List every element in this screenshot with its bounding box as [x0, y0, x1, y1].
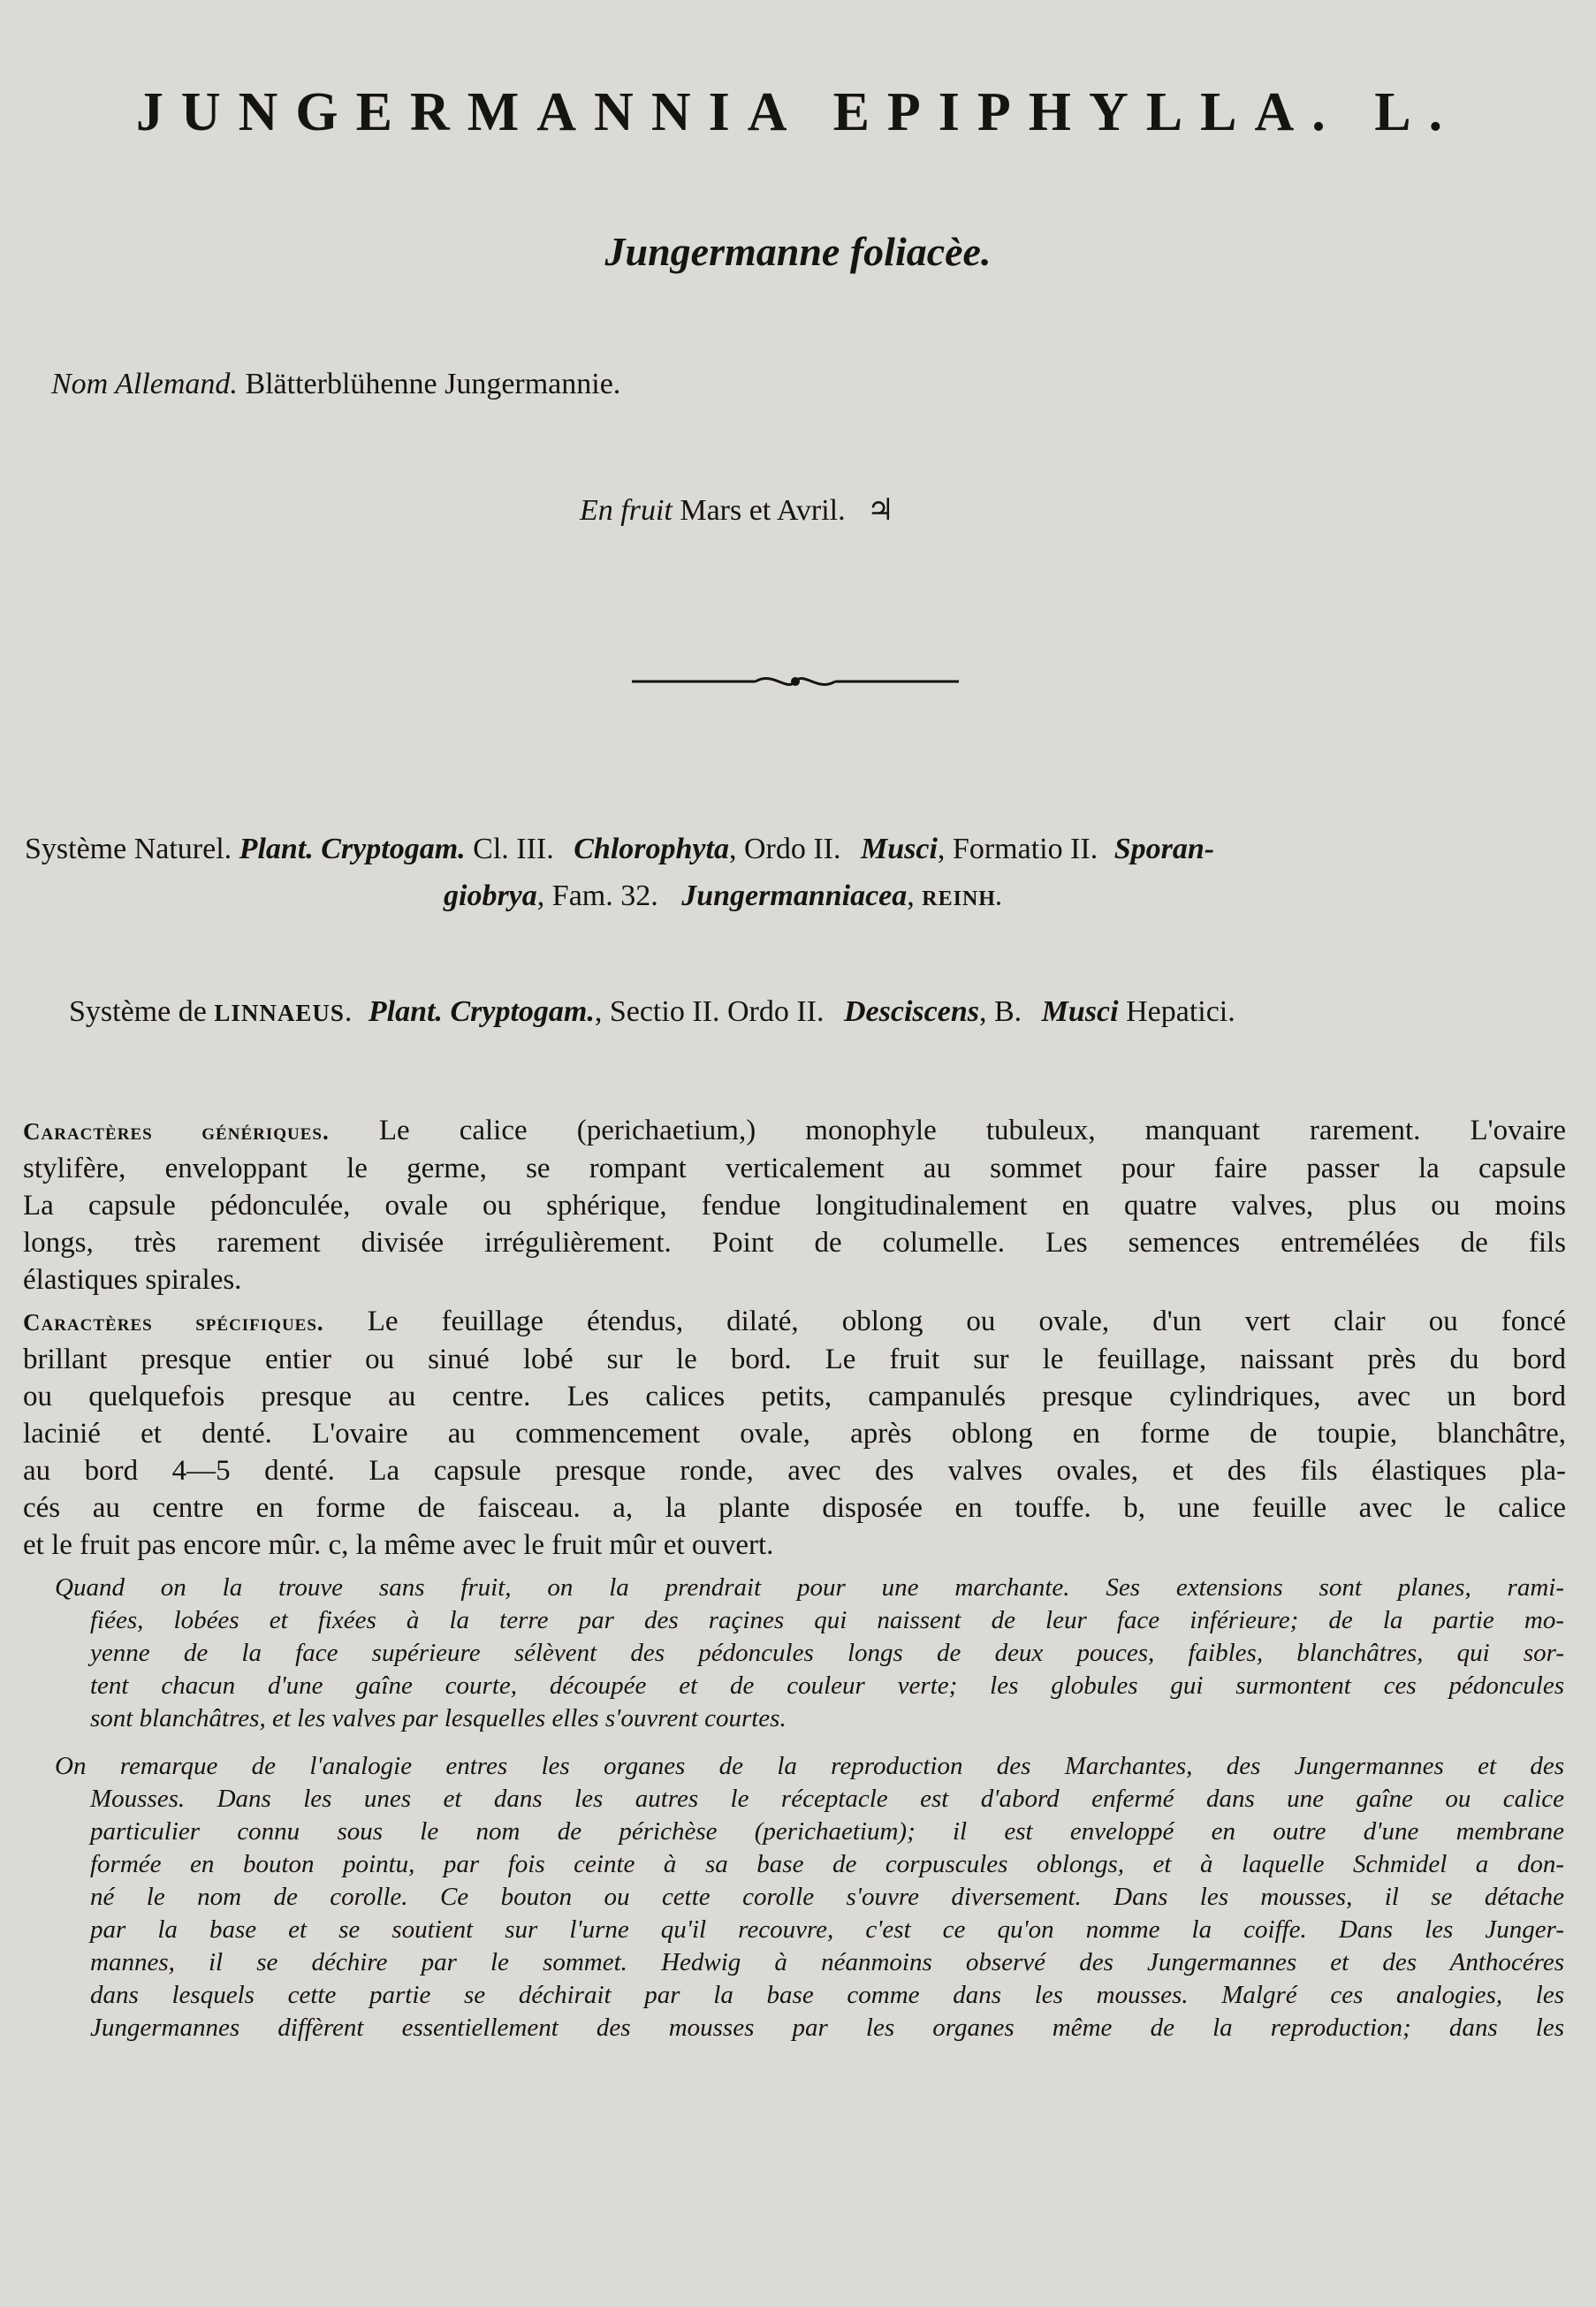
sn-sporan: Sporan- — [1113, 833, 1215, 865]
specific-row: Le feuillage étendus, dilaté, oblong ou ovale, d'un vert clair ou foncé — [367, 1306, 1567, 1337]
divider-ornament — [632, 668, 959, 695]
note-row: né le nom de corolle. Ce bouton ou cette corolle s'ouvre diversement. Dans les mousses, il se détache — [90, 1883, 1564, 1911]
sn-ordo: , Ordo II. — [728, 833, 841, 865]
sn-comma: , — [907, 879, 915, 912]
systeme-naturel-line1 — [25, 833, 1214, 866]
note-row: dans lesquels cette partie se déchirait par la base comme dans les mousses. Malgré ces analogies, les — [90, 1981, 1564, 2009]
note-row: particulier connu sous le nom de périchèse (perichaetium); il est enveloppé en outre d'une membrane — [90, 1817, 1564, 1846]
en-fruit-value: Mars et Avril. — [680, 494, 846, 527]
sl-plant: Plant. — [368, 995, 443, 1028]
sl-linnaeus: LINNAEUS — [214, 1000, 345, 1026]
sl-sectio: , Sectio II. Ordo II. — [594, 995, 825, 1028]
generic-row: La capsule pédonculée, ovale ou sphérique, fendue longitudinalement en quatre valves, plus ou moins — [23, 1190, 1566, 1222]
sl-cryptogam: Cryptogam. — [450, 995, 595, 1028]
generic-row: longs, très rarement divisée irrégulièrement. Point de columelle. Les semences entremélées de fils — [23, 1227, 1566, 1259]
note-row: formée en bouton pointu, par fois ceinte à sa base de corpuscules oblongs, et à laquelle Schmidel a don- — [90, 1850, 1564, 1878]
note-row: sont blanchâtres, et les valves par lesquelles elles s'ouvrent courtes. — [90, 1704, 787, 1732]
generic-characters — [23, 1112, 1566, 1298]
sl-period: . — [344, 995, 353, 1028]
sl-hepatici: Hepatici. — [1126, 995, 1235, 1028]
nom-allemand-label: Nom Allemand. — [51, 368, 238, 400]
specific-heading: Caractères spécifiques. — [23, 1309, 324, 1336]
sn-jungermanniacea: Jungermanniacea — [681, 879, 908, 912]
generic-row: stylifère, enveloppant le germe, se rompant verticalement au sommet pour faire passer la capsule — [23, 1153, 1566, 1184]
note-row: On remarque de l'analogie entres les organes de la reproduction des Marchantes, des Jungermannes et des — [55, 1752, 1564, 1780]
note-fruit — [55, 1572, 1564, 1735]
sn-giobrya: giobrya — [444, 879, 537, 912]
en-fruit-line — [580, 492, 894, 528]
specific-row: lacinié et denté. L'ovaire au commencement ovale, après oblong en forme de toupie, blanchâtre, — [23, 1418, 1566, 1450]
sn-cryptogam: Cryptogam. — [321, 833, 466, 865]
jupiter-symbol: ♃ — [867, 494, 894, 527]
note-row: Jungermannes diffèrent essentiellement des mousses par les organes même de la reproduction; dans les — [90, 2014, 1564, 2042]
specific-row: cés au centre en forme de faisceau. a, la plante disposée en touffe. b, une feuille avec le calice — [23, 1492, 1566, 1524]
sn-label: Système Naturel. — [25, 833, 232, 865]
specific-row: brillant presque entier ou sinué lobé sur le bord. Le fruit sur le feuillage, naissant près du bord — [23, 1344, 1566, 1375]
specific-row: et le fruit pas encore mûr. c, la même avec le fruit mûr et ouvert. — [23, 1529, 774, 1561]
sn-plant: Plant. — [239, 833, 314, 865]
note-analogie — [55, 1750, 1564, 2044]
generic-row: élastiques spirales. — [23, 1264, 242, 1296]
sl-label: Système de — [69, 995, 207, 1028]
sn-reinh: REINH. — [922, 887, 1002, 910]
note-row: tent chacun d'une gaîne courte, découpée et de couleur verte; les globules gui surmontent ces pédoncules — [90, 1671, 1564, 1700]
en-fruit-label: En fruit — [580, 494, 673, 527]
note-row: par la base et se soutient sur l'urne qu'il recouvre, c'est ce qu'on nomme la coiffe. Dans les Junger- — [90, 1915, 1564, 1944]
sn-fam: , Fam. 32. — [536, 879, 658, 912]
specific-row: au bord 4—5 denté. La capsule presque ronde, avec des valves ovales, et des fils élastiques pla- — [23, 1455, 1566, 1487]
note-row: Quand on la trouve sans fruit, on la prendrait pour une marchante. Ses extensions sont planes, rami- — [55, 1573, 1564, 1602]
nom-allemand-line — [51, 368, 620, 401]
sn-class: Cl. III. — [473, 833, 554, 865]
sl-desciscens: Desciscens — [844, 995, 979, 1028]
sn-chlorophyta: Chlorophyta — [574, 833, 729, 865]
sl-b: , B. — [978, 995, 1022, 1028]
page-title: JUNGERMANNIA EPIPHYLLA. L. — [135, 82, 1461, 142]
sn-formatio: , Formatio II. — [937, 833, 1098, 865]
note-row: Mousses. Dans les unes et dans les autres le réceptacle est d'abord enfermé dans une gaîne ou calice — [90, 1785, 1564, 1813]
specific-row: ou quelquefois presque au centre. Les calices petits, campanulés presque cylindriques, avec un bord — [23, 1381, 1566, 1412]
specific-characters — [23, 1303, 1566, 1564]
note-row: mannes, il se déchire par le sommet. Hedwig à néanmoins observé des Jungermannes et des Anthocéres — [90, 1948, 1564, 1976]
sl-musci: Musci — [1041, 995, 1119, 1028]
generic-heading: Caractères génériques. — [23, 1118, 330, 1145]
systeme-linnaeus-line — [69, 995, 1235, 1029]
note-row: yenne de la face supérieure sélèvent des pédoncules longs de deux pouces, faibles, blanchâtres, qui sor- — [90, 1639, 1564, 1667]
note-row: fiées, lobées et fixées à la terre par des raçines qui naissent de leur face inférieure; de la partie mo- — [90, 1606, 1564, 1634]
sn-musci: Musci — [861, 833, 938, 865]
page-subtitle: Jungermanne foliacèe. — [604, 229, 992, 274]
systeme-naturel-line2 — [444, 879, 1002, 913]
nom-allemand-value: Blätterblühenne Jungermannie. — [245, 368, 621, 400]
generic-row: Le calice (perichaetium,) monophyle tubuleux, manquant rarement. L'ovaire — [378, 1115, 1567, 1146]
